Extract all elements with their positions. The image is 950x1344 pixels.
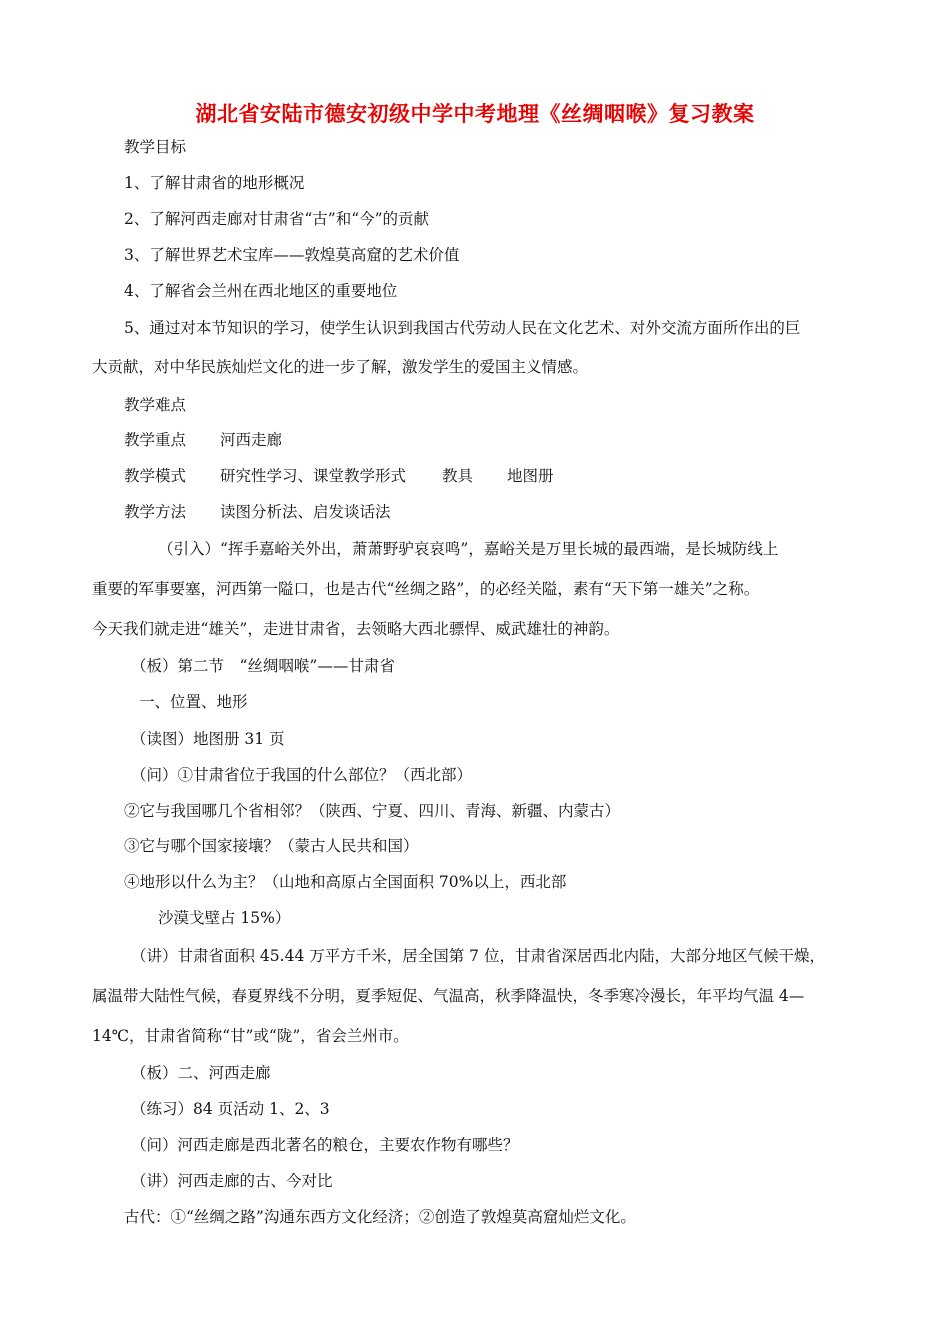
text-line: 1、了解甘肃省的地形概况 xyxy=(124,174,305,192)
text-line: 教学难点 xyxy=(124,396,187,414)
text-line: 5、通过对本节知识的学习，使学生认识到我国古代劳动人民在文化艺术、对外交流方面所作出的巨 xyxy=(124,319,801,337)
text-line: （板）第二节 “丝绸咽喉”——甘肃省 xyxy=(131,657,395,675)
text-line: 沙漠戈壁占 15%） xyxy=(158,909,291,927)
label: 教具 xyxy=(442,467,474,485)
value: 读图分析法、启发谈话法 xyxy=(220,503,391,521)
text-line: （引入）“挥手嘉峪关外出，萧萧野驴哀哀鸣”，嘉峪关是万里长城的最西端，是长城防线上 xyxy=(158,540,779,558)
text-line xyxy=(124,502,391,522)
text-line: 14℃，甘肃省简称“甘”或“陇”，省会兰州市。 xyxy=(92,1027,409,1045)
value: 研究性学习、课堂教学形式 xyxy=(220,467,407,485)
text-line: 大贡献，对中华民族灿烂文化的进一步了解，激发学生的爱国主义情感。 xyxy=(92,358,589,376)
text-line xyxy=(124,466,554,486)
text-line: （讲）甘肃省面积 45.44 万平方千米，居全国第 7 位，甘肃省深居西北内陆，大部分地区气候干燥， xyxy=(131,947,825,965)
text-line: 属温带大陆性气候，春夏界线不分明，夏季短促、气温高，秋季降温快，冬季寒冷漫长，年平均气温 4— xyxy=(92,987,805,1005)
text-line: 2、了解河西走廊对甘肃省“古”和“今”的贡献 xyxy=(124,210,430,228)
text-line: （讲）河西走廊的古、今对比 xyxy=(131,1172,333,1190)
text-line: 3、了解世界艺术宝库——敦煌莫高窟的艺术价值 xyxy=(124,246,460,264)
text-line: 一、位置、地形 xyxy=(139,693,248,711)
text-line: 今天我们就走进“雄关”，走进甘肃省，去领略大西北骠悍、威武雄壮的神韵。 xyxy=(92,620,620,638)
text-line: ④地形以什么为主？（山地和高原占全国面积 70%以上，西北部 xyxy=(124,873,567,891)
label: 教学模式 xyxy=(124,467,187,485)
text-line: 教学目标 xyxy=(124,138,187,156)
text-line: （读图）地图册 31 页 xyxy=(131,730,285,748)
text-line: （板）二、河西走廊 xyxy=(131,1064,271,1082)
text-line: ②它与我国哪几个省相邻？（陕西、宁夏、四川、青海、新疆、内蒙古） xyxy=(124,802,621,820)
text-line: 4、了解省会兰州在西北地区的重要地位 xyxy=(124,282,398,300)
text-line: （练习）84 页活动 1、2、3 xyxy=(131,1100,330,1118)
document-title: 湖北省安陆市德安初级中学中考地理《丝绸咽喉》复习教案 xyxy=(195,102,755,126)
text-line: ③它与哪个国家接壤？（蒙古人民共和国） xyxy=(124,837,419,855)
label: 教学重点 xyxy=(124,431,187,449)
text-line: （问）河西走廊是西北著名的粮仓，主要农作物有哪些？ xyxy=(131,1136,519,1154)
text-line xyxy=(124,430,282,450)
text-line: 重要的军事要塞，河西第一隘口，也是古代“丝绸之路”，的必经关隘，素有“天下第一雄关”之称。 xyxy=(92,580,760,598)
text-line: （问）①甘肃省位于我国的什么部位？（西北部） xyxy=(131,766,473,784)
label: 教学方法 xyxy=(124,503,187,521)
text-line: 古代：①“丝绸之路”沟通东西方文化经济；②创造了敦煌莫高窟灿烂文化。 xyxy=(124,1208,636,1226)
value: 河西走廊 xyxy=(220,431,283,449)
value: 地图册 xyxy=(507,467,554,485)
